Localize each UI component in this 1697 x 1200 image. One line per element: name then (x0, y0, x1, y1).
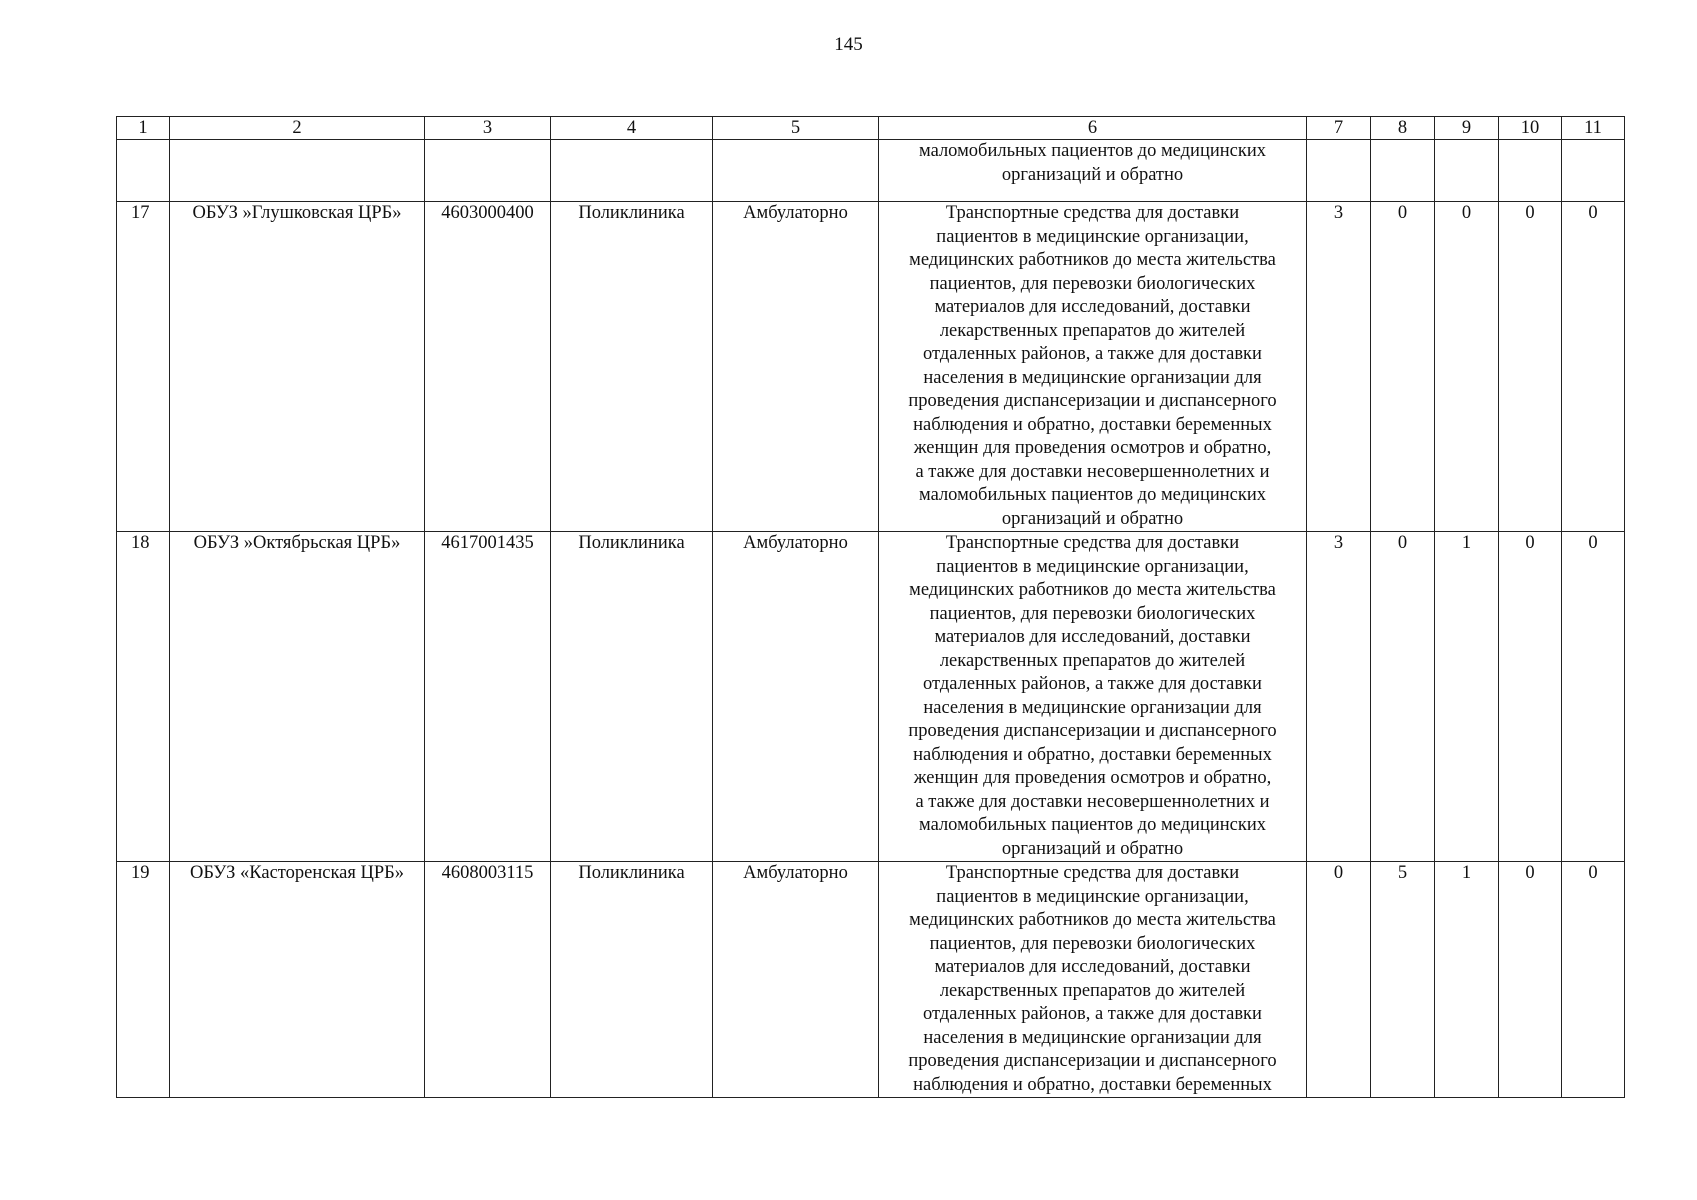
cell-org: ОБУЗ «Касторенская ЦРБ» (170, 862, 425, 1098)
header-row (117, 117, 1625, 140)
cell-code: 4617001435 (425, 532, 551, 862)
cell-type: Поликлиника (551, 532, 713, 862)
cell-org (170, 140, 425, 202)
cell-c10 (1499, 140, 1562, 202)
cell-type: Поликлиника (551, 202, 713, 532)
cell-mode: Амбулаторно (713, 202, 879, 532)
cell-org: ОБУЗ »Глушковская ЦРБ» (170, 202, 425, 532)
cell-desc: Транспортные средства для доставки пациентов в медицинские организации, медицинских работников до места жительства пациентов, для перевозки биологических материалов для исследований, доставки лекарственных препаратов до жителей отдаленных районов, а также для доставки населения в медицинские организации для проведения диспансеризации и диспансерного наблюдения и обратно, доставки беременных женщин для проведения осмотров и обратно, а также для доставки несовершеннолетних и маломобильных пациентов до медицинских организаций и обратно (879, 532, 1307, 862)
header-cell: 5 (713, 117, 879, 140)
cell-type (551, 140, 713, 202)
cell-mode (713, 140, 879, 202)
cell-c8: 0 (1371, 202, 1435, 532)
table-row (117, 862, 1625, 1098)
header-cell: 11 (1562, 117, 1625, 140)
cell-c9: 0 (1435, 202, 1499, 532)
cell-c11: 0 (1562, 532, 1625, 862)
header-cell: 4 (551, 117, 713, 140)
cell-c10: 0 (1499, 862, 1562, 1098)
cell-code: 4608003115 (425, 862, 551, 1098)
cell-type: Поликлиника (551, 862, 713, 1098)
cell-c7: 0 (1307, 862, 1371, 1098)
cell-c7: 3 (1307, 202, 1371, 532)
header-cell: 8 (1371, 117, 1435, 140)
cell-c8: 0 (1371, 532, 1435, 862)
table-row-continuation (117, 140, 1625, 202)
cell-mode: Амбулаторно (713, 532, 879, 862)
cell-num (117, 140, 170, 202)
cell-org: ОБУЗ »Октябрьская ЦРБ» (170, 532, 425, 862)
cell-c11: 0 (1562, 202, 1625, 532)
cell-num: 19 (117, 862, 170, 1098)
header-cell: 9 (1435, 117, 1499, 140)
cell-c10: 0 (1499, 532, 1562, 862)
cell-num: 17 (117, 202, 170, 532)
table-row (117, 532, 1625, 862)
cell-c9: 1 (1435, 532, 1499, 862)
cell-c8: 5 (1371, 862, 1435, 1098)
cell-code: 4603000400 (425, 202, 551, 532)
cell-desc: маломобильных пациентов до медицинских организаций и обратно (879, 140, 1307, 202)
header-cell: 1 (117, 117, 170, 140)
table-row (117, 202, 1625, 532)
cell-c7 (1307, 140, 1371, 202)
cell-c9: 1 (1435, 862, 1499, 1098)
cell-c9 (1435, 140, 1499, 202)
cell-mode: Амбулаторно (713, 862, 879, 1098)
cell-c11: 0 (1562, 862, 1625, 1098)
header-cell: 10 (1499, 117, 1562, 140)
cell-c7: 3 (1307, 532, 1371, 862)
cell-c11 (1562, 140, 1625, 202)
cell-c10: 0 (1499, 202, 1562, 532)
header-cell: 3 (425, 117, 551, 140)
page-number: 145 (834, 34, 863, 55)
cell-desc: Транспортные средства для доставки пациентов в медицинские организации, медицинских работников до места жительства пациентов, для перевозки биологических материалов для исследований, доставки лекарственных препаратов до жителей отдаленных районов, а также для доставки населения в медицинские организации для проведения диспансеризации и диспансерного наблюдения и обратно, доставки беременных женщин для проведения осмотров и обратно, а также для доставки несовершеннолетних и маломобильных пациентов до медицинских организаций и обратно (879, 202, 1307, 532)
cell-desc: Транспортные средства для доставки пациентов в медицинские организации, медицинских работников до места жительства пациентов, для перевозки биологических материалов для исследований, доставки лекарственных препаратов до жителей отдаленных районов, а также для доставки населения в медицинские организации для проведения диспансеризации и диспансерного наблюдения и обратно, доставки беременных (879, 862, 1307, 1098)
data-table (116, 116, 1625, 1098)
header-cell: 6 (879, 117, 1307, 140)
cell-num: 18 (117, 532, 170, 862)
cell-code (425, 140, 551, 202)
header-cell: 2 (170, 117, 425, 140)
cell-c8 (1371, 140, 1435, 202)
header-cell: 7 (1307, 117, 1371, 140)
